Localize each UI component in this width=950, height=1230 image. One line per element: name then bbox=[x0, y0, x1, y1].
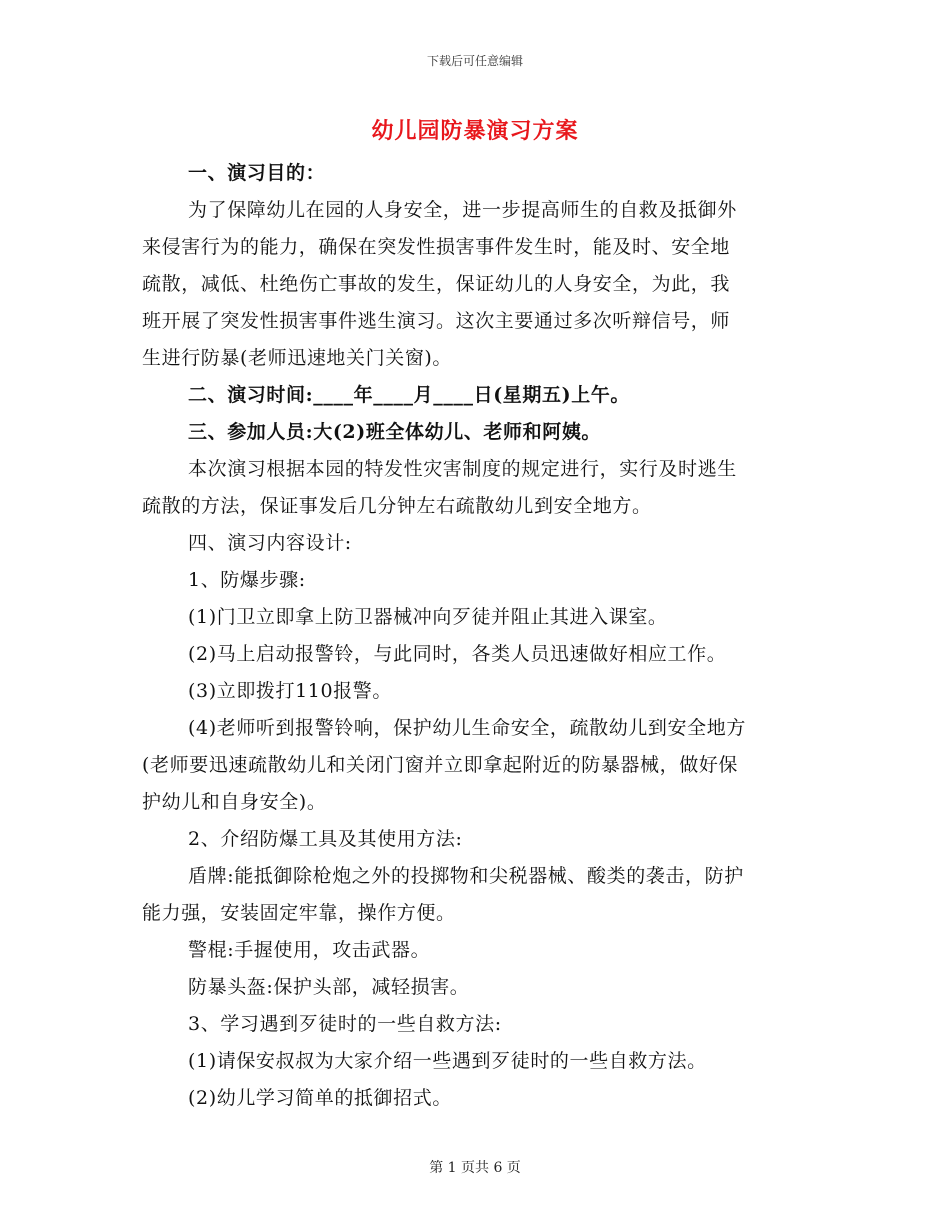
paragraph-line: (4)老师听到报警铃响，保护幼儿生命安全，疏散幼儿到安全地方 bbox=[188, 717, 746, 739]
page-header: 下载后可任意编辑 bbox=[426, 54, 523, 68]
paragraph-line: (2)马上启动报警铃，与此同时，各类人员迅速做好相应工作。 bbox=[188, 643, 727, 665]
paragraph-line: 3、学习遇到歹徒时的一些自救方法: bbox=[188, 1013, 502, 1035]
section-heading: 三、参加人员:大(2)班全体幼儿、老师和阿姨。 bbox=[188, 421, 602, 443]
paragraph-line: 来侵害行为的能力，确保在突发性损害事件发生时，能及时、安全地 bbox=[142, 236, 731, 258]
document-body bbox=[142, 155, 807, 1117]
paragraph-line: 为了保障幼儿在园的人身安全，进一步提高师生的自救及抵御外 bbox=[188, 199, 737, 221]
paragraph-line: 生进行防暴(老师迅速地关门关窗)。 bbox=[142, 347, 453, 369]
paragraph-line: (老师要迅速疏散幼儿和关闭门窗并立即拿起附近的防暴器械，做好保 bbox=[142, 754, 739, 776]
paragraph-line: 护幼儿和自身安全)。 bbox=[142, 791, 327, 813]
paragraph-line: 能力强，安装固定牢靠，操作方便。 bbox=[142, 902, 456, 924]
paragraph-line: 疏散的方法，保证事发后几分钟左右疏散幼儿到安全地方。 bbox=[142, 495, 652, 517]
document-title: 幼儿园防暴演习方案 bbox=[371, 118, 579, 144]
paragraph-line: (1)门卫立即拿上防卫器械冲向歹徒并阻止其进入课室。 bbox=[188, 606, 668, 628]
paragraph-line: 班开展了突发性损害事件逃生演习。这次主要通过多次听辩信号，师 bbox=[142, 310, 731, 332]
paragraph-line: 2、介绍防爆工具及其使用方法: bbox=[188, 828, 463, 850]
page-footer: 第 1 页共 6 页 bbox=[429, 1160, 521, 1176]
paragraph-line: 四、演习内容设计: bbox=[188, 532, 352, 554]
paragraph-line: 疏散，减低、杜绝伤亡事故的发生，保证幼儿的人身安全，为此，我 bbox=[142, 273, 731, 295]
section-heading: 一、演习目的： bbox=[188, 162, 326, 184]
section-heading: 二、演习时间:____年____月____日(星期五)上午。 bbox=[188, 384, 630, 406]
paragraph-line: 1、防爆步骤: bbox=[188, 569, 306, 591]
paragraph-line: 警棍:手握使用，攻击武器。 bbox=[188, 939, 431, 961]
paragraph-line: (3)立即拨打110报警。 bbox=[188, 680, 392, 702]
paragraph-line: (2)幼儿学习简单的抵御招式。 bbox=[188, 1087, 452, 1109]
paragraph-line: 防暴头盔:保护头部，减轻损害。 bbox=[188, 976, 470, 998]
paragraph-line: 盾牌:能抵御除枪炮之外的投掷物和尖税器械、酸类的袭击，防护 bbox=[188, 865, 744, 887]
paragraph-line: 本次演习根据本园的特发性灾害制度的规定进行，实行及时逃生 bbox=[188, 458, 737, 480]
paragraph-line: (1)请保安叔叔为大家介绍一些遇到歹徒时的一些自救方法。 bbox=[188, 1050, 707, 1072]
